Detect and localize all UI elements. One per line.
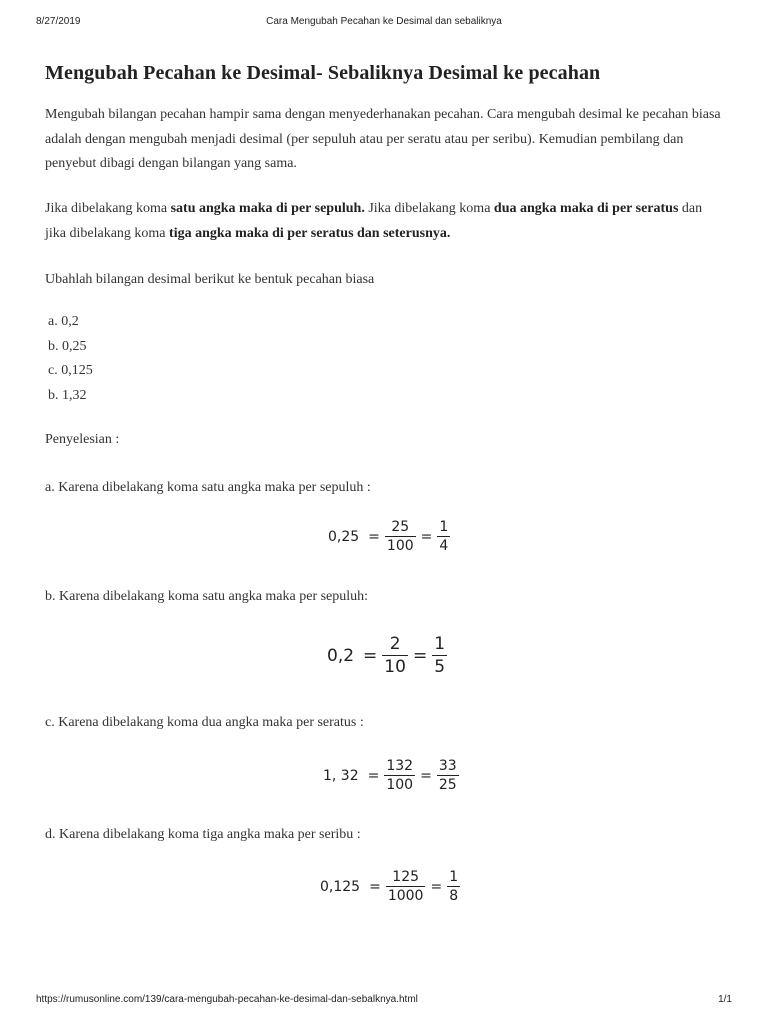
denominator: 100 (386, 777, 414, 794)
numerator: 1 (449, 869, 459, 885)
list-item: b. 0,25 (48, 338, 87, 354)
print-footer (36, 994, 732, 1008)
step-c-text: c. Karena dibelakang koma dua angka maka per seratus : (45, 715, 364, 730)
rule-paragraph-block (45, 197, 725, 246)
fraction (382, 635, 408, 676)
task-block (45, 268, 725, 293)
rule-text-1: Jika dibelakang koma (45, 201, 171, 216)
formula-d (320, 870, 462, 905)
step-d-text: d. Karena dibelakang koma tiga angka maka per seribu : (45, 827, 361, 842)
step-b-text: b. Karena dibelakang koma satu angka maka per sepuluh: (45, 589, 369, 604)
print-header (36, 16, 732, 30)
fraction (437, 520, 450, 555)
step-a-text: a. Karena dibelakang koma satu angka maka per sepuluh : (45, 480, 371, 495)
formula-lhs: 1, 32 (323, 768, 359, 785)
equals-sign: = (367, 768, 380, 785)
equals-sign: = (369, 879, 381, 896)
rule-text-3: dan jika dibelakang koma (45, 201, 703, 241)
denominator: 25 (438, 777, 457, 794)
denominator: 4 (439, 538, 449, 555)
formula-b (327, 635, 449, 676)
equals-sign: = (430, 879, 443, 896)
list-item: c. 0,125 (48, 363, 93, 378)
numerator: 25 (391, 519, 410, 535)
intro-paragraph: Mengubah bilangan pecahan hampir sama dengan menyederhanakan pecahan. Cara mengubah desimal ke pecahan biasa adalah dengan mengubah menjadi desimal (per sepuluh atau per seratu atau per seribu). Kemudian pembilang dan penyebut dibagi dengan bilangan yang sama. (45, 107, 721, 171)
intro-paragraph-block (45, 103, 725, 177)
denominator: 5 (434, 656, 446, 677)
equals-sign: = (412, 645, 428, 666)
step-c-text-block (45, 711, 725, 736)
fraction (386, 870, 426, 905)
denominator: 10 (384, 656, 406, 677)
rule-bold-3: tiga angka maka di per seratus dan seterusnya. (169, 225, 451, 241)
formula-lhs: 0,125 (320, 879, 361, 896)
step-d-text-block (45, 823, 725, 848)
equals-sign: = (368, 529, 380, 546)
article-title: Mengubah Pecahan ke Desimal- Sebaliknya Desimal ke pecahan (45, 62, 601, 84)
page-url: https://rumusonline.com/139/cara-mengubah-pecahan-ke-desimal-dan-sebalknya.html (36, 994, 418, 1005)
equals-sign: = (363, 645, 378, 666)
print-page-title: Cara Mengubah Pecahan ke Desimal dan sebaliknya (266, 16, 502, 27)
denominator: 8 (449, 888, 459, 905)
exercise-list (45, 310, 725, 408)
equals-sign: = (420, 529, 433, 546)
fraction (437, 759, 459, 794)
list-item: a. 0,2 (48, 314, 79, 329)
denominator: 100 (386, 538, 414, 555)
solution-label-block (45, 428, 725, 453)
denominator: 1000 (387, 888, 424, 905)
fraction (385, 520, 416, 555)
task-text: Ubahlah bilangan desimal berikut ke bentuk pecahan biasa (45, 272, 375, 287)
formula-lhs: 0,25 (328, 529, 360, 546)
rule-bold-2: dua angka maka di per seratus (493, 201, 679, 216)
fraction (384, 759, 415, 794)
step-a-text-block (45, 476, 725, 501)
numerator: 1 (434, 634, 446, 654)
numerator: 125 (392, 869, 420, 885)
page-number: 1/1 (718, 994, 732, 1005)
rule-text-2: Jika dibelakang koma (364, 201, 494, 216)
numerator: 132 (386, 758, 414, 774)
formula-c (323, 759, 461, 794)
fraction (432, 635, 447, 676)
rule-paragraph (45, 197, 725, 246)
equals-sign: = (420, 768, 432, 785)
print-date: 8/27/2019 (36, 16, 81, 27)
formula-lhs: 0,2 (327, 645, 355, 666)
numerator: 1 (439, 519, 449, 535)
fraction (447, 870, 460, 905)
solution-label: Penyelesian : (45, 432, 120, 447)
numerator: 33 (438, 758, 457, 774)
list-item: b. 1,32 (48, 387, 87, 403)
formula-a (328, 520, 452, 555)
numerator: 2 (389, 634, 401, 654)
rule-bold-1: satu angka maka di per sepuluh. (170, 201, 365, 216)
step-b-text-block (45, 585, 725, 610)
